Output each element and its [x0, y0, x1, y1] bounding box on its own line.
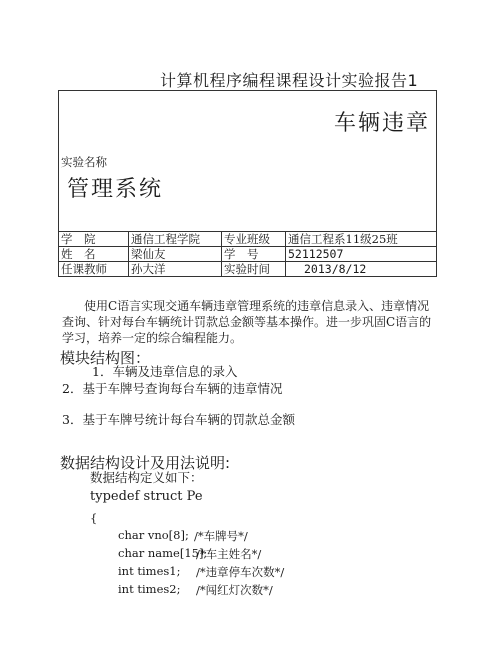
field-code: int times2; [118, 582, 181, 596]
teacher-label: 任课教师 [59, 262, 129, 277]
student-id-value: 52112507 [286, 247, 437, 262]
data-structure-heading: 数据结构设计及用法说明: [60, 454, 231, 472]
open-brace: { [90, 511, 98, 525]
date-label: 实验时间 [222, 262, 286, 277]
module-item-2: 2．基于车牌号查询每台车辆的违章情况 [62, 381, 283, 396]
document-title: 计算机程序编程课程设计实验报告1 [160, 71, 419, 90]
field-comment: /*车主姓名*/ [196, 547, 262, 561]
field-comment: /*闯红灯次数*/ [196, 583, 273, 597]
struct-declaration: typedef struct Pe [90, 489, 203, 504]
table-row [59, 247, 437, 262]
experiment-name-line2: 管理系统 [67, 177, 164, 202]
table-row [59, 262, 437, 277]
experiment-name-cell [59, 91, 437, 232]
intro-line-2: 查询、针对每台车辆统计罚款总金额等基本操作。进一步巩固C语言的 [62, 315, 432, 329]
student-id-label: 学 号 [222, 247, 286, 262]
intro-line-3: 学习，培养一定的综合编程能力。 [62, 331, 243, 345]
experiment-name-line1: 车辆违章 [333, 111, 430, 136]
college-label: 学 院 [59, 232, 129, 247]
class-label: 专业班级 [222, 232, 286, 247]
data-structure-intro: 数据结构定义如下： [90, 470, 203, 485]
college-value: 通信工程学院 [129, 232, 222, 247]
field-code: char name[15]; [118, 546, 208, 560]
field-code: char vno[8]; [118, 528, 189, 542]
field-code: int times1; [118, 564, 181, 578]
module-item-1: 1．车辆及违章信息的录入 [92, 364, 238, 379]
intro-line-1: 使用C语言实现交通车辆违章管理系统的违章信息录入、违章情况 [84, 299, 430, 313]
experiment-name-label: 实验名称 [61, 155, 107, 169]
class-value: 通信工程系11级25班 [286, 232, 437, 247]
module-heading: 模块结构图： [60, 349, 151, 367]
module-item-3: 3．基于车牌号统计每台车辆的罚款总金额 [62, 412, 295, 427]
experiment-info-table [58, 90, 437, 277]
field-comment: /*违章停车次数*/ [196, 565, 285, 579]
date-value: 2013/8/12 [286, 262, 437, 277]
field-comment: /*车牌号*/ [194, 529, 248, 543]
name-label: 姓 名 [59, 247, 129, 262]
table-row [59, 232, 437, 247]
teacher-value: 孙大洋 [129, 262, 222, 277]
name-value: 梁仙友 [129, 247, 222, 262]
